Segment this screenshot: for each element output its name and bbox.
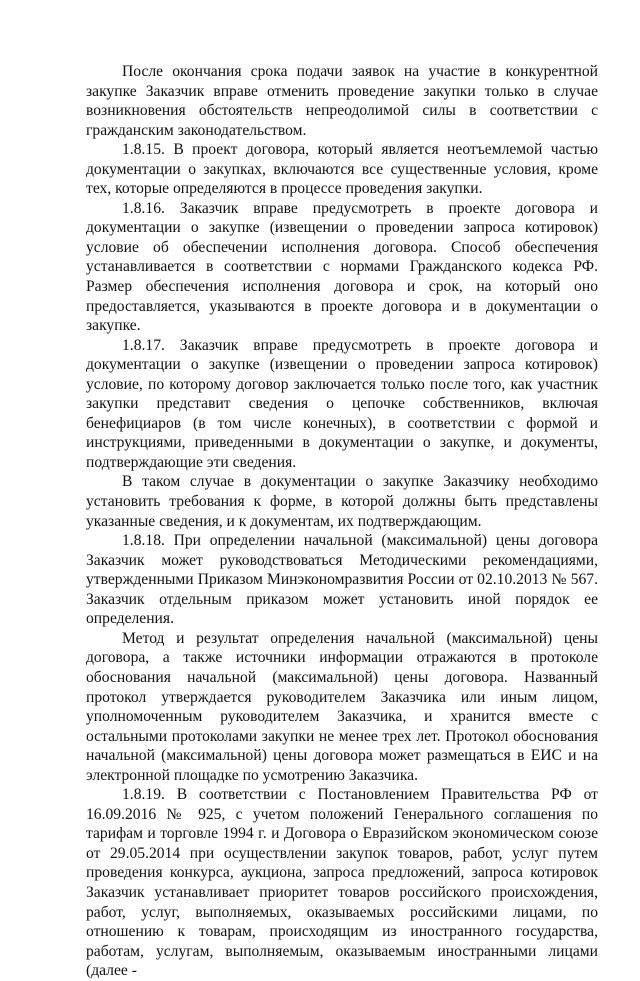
paragraph-1-8-18: 1.8.18. При определении начальной (максимальной) цены договора Заказчик может руководствоваться Методическими рекомендациями, утвержденными Приказом Минэкономразвития России от 02.10.2013 № 567. Заказчик отдельным приказом может установить иной порядок ее определения. (86, 532, 598, 628)
paragraph-price-justification: Метод и результат определения начальной (максимальной) цены договора, а также источники информации отражаются в протоколе обоснования начальной (максимальной) цены договора. Названный протокол утверждается руководителем Заказчика или иным лицом, уполномоченным руководителем Заказчика, и хранится вместе с остальными протоколами закупки не менее трех лет. Протокол обоснования начальной (максимальной) цены договора может размещаться в ЕИС и на электронной площадке по усмотрению Заказчика. (86, 629, 598, 784)
paragraph-tender-cancellation: После окончания срока подачи заявок на участие в конкурентной закупке Заказчик вправе отменить проведение закупки только в случае возникновения обстоятельств непреодолимой силы в соответствии с гражданским законодательством. (86, 63, 598, 139)
paragraph-1-8-19: 1.8.19. В соответствии с Постановлением Правительства РФ от 16.09.2016 № 925, с учетом положений Генерального соглашения по тарифам и торговле 1994 г. и Договора о Евразийском экономическом союзе от 29.05.2014 при осуществлении закупок товаров, работ, услуг путем проведения конкурса, аукциона, запроса предложений, запроса котировок Заказчик устанавливает приоритет товаров российского происхождения, работ, услуг, выполняемых, оказываемых российскими лицами, по отношению к товарам, происходящим из иностранного государства, работам, услугам, выполняемым, оказываемым иностранными лицами (далее - (86, 786, 598, 980)
paragraph-ownership-requirements: В таком случае в документации о закупке Заказчику необходимо установить требования к форме, в которой должны быть представлены указанные сведения, и к документам, их подтверждающим. (86, 473, 598, 530)
paragraph-1-8-16: 1.8.16. Заказчик вправе предусмотреть в проекте договора и документации о закупке (извещении о проведении запроса котировок) условие об обеспечении исполнения договора. Способ обеспечения устанавливается в соответствии с нормами Гражданского кодекса РФ. Размер обеспечения исполнения договора и срок, на который оно предоставляется, указываются в проекте договора и в документации о закупке. (86, 199, 598, 335)
document-body (86, 62, 598, 981)
paragraph-1-8-17: 1.8.17. Заказчик вправе предусмотреть в проекте договора и документации о закупке (извещении о проведении запроса котировок) условие, по которому договор заключается только после того, как участник закупки представит сведения о цепочке собственников, включая бенефициаров (в том числе конечных), в соответствии с формой и инструкциями, приведенными в документации о закупке, и документы, подтверждающие эти сведения. (86, 336, 598, 471)
paragraph-1-8-15: 1.8.15. В проект договора, который является неотъемлемой частью документации о закупках, включаются все существенные условия, кроме тех, которые определяются в процессе проведения закупки. (86, 141, 598, 198)
